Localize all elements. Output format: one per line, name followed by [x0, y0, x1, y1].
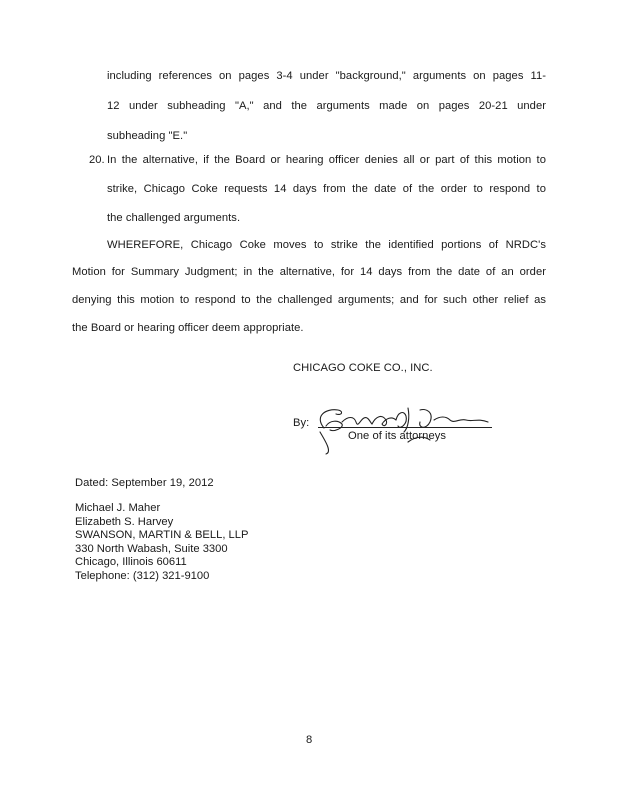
wherefore-line-1: WHEREFORE, Chicago Coke moves to strike the identified portions of NRDC's	[107, 239, 546, 251]
telephone: Telephone: (312) 321-9100	[75, 569, 210, 582]
signature-line	[318, 427, 492, 428]
date-line: Dated: September 19, 2012	[75, 477, 214, 489]
para2-line-3: the challenged arguments.	[107, 212, 241, 224]
law-firm: SWANSON, MARTIN & BELL, LLP	[75, 529, 249, 542]
street-address: 330 North Wabash, Suite 3300	[75, 542, 228, 555]
para2-line-2: strike, Chicago Coke requests 14 days from the date of the order to respond to	[107, 183, 546, 195]
para2-number: 20.	[89, 154, 105, 166]
signer-role: One of its attorneys	[348, 430, 447, 442]
para1-line-2: 12 under subheading "A," and the arguments made on pages 20-21 under	[107, 100, 546, 112]
city-address: Chicago, Illinois 60611	[75, 556, 187, 569]
by-label: By:	[293, 417, 310, 429]
wherefore-line-3: denying this motion to respond to the challenged arguments; and for such other relief as	[72, 294, 546, 306]
company-name: CHICAGO COKE CO., INC.	[293, 362, 433, 374]
counsel-name-2: Elizabeth S. Harvey	[75, 515, 174, 528]
wherefore-line-2: Motion for Summary Judgment; in the alternative, for 14 days from the date of an order	[72, 266, 546, 278]
para2-line-1: In the alternative, if the Board or hearing officer denies all or part of this motion to	[107, 154, 546, 166]
counsel-name-1: Michael J. Maher	[75, 502, 161, 514]
counsel-block	[75, 502, 248, 584]
handwritten-signature	[312, 402, 498, 456]
wherefore-line-4: the Board or hearing officer deem appropriate.	[72, 322, 304, 334]
page-number: 8	[306, 734, 313, 746]
para1-line-3: subheading "E."	[107, 130, 188, 142]
para1-line-1: including references on pages 3-4 under "background," arguments on pages 11-	[107, 70, 546, 82]
